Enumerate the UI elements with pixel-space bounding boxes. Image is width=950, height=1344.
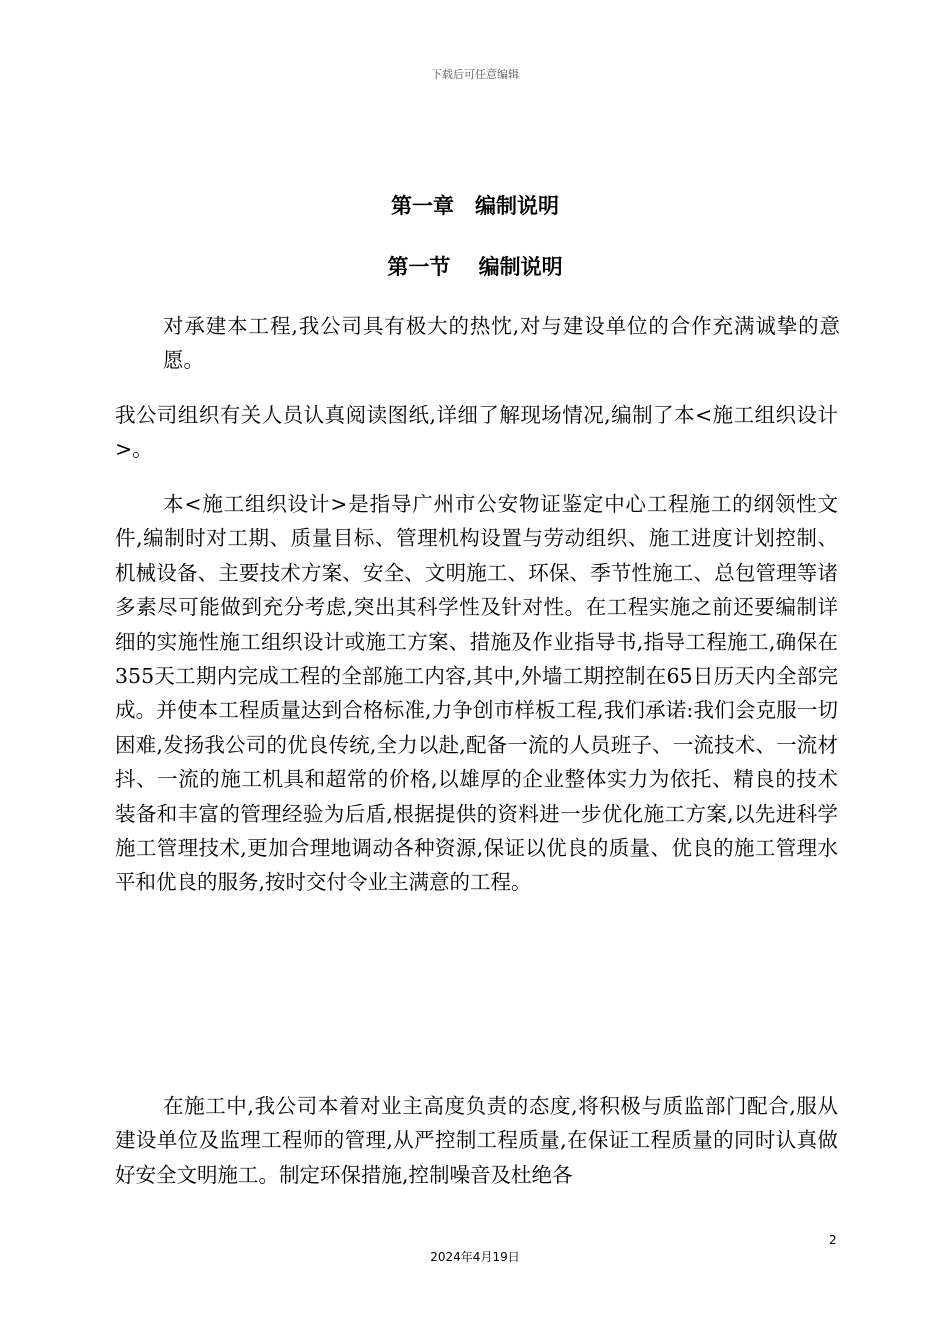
header-note: 下载后可任意编辑 xyxy=(431,68,519,81)
paragraph-3: 本<施工组织设计>是指导广州市公安物证鉴定中心工程施工的纲领性文件,编制时对工期、质量目标、管理机构设置与劳动组织、施工进度计划控制、机械设备、主要技术方案、安全、文明施工、环保、季节性施工、总包管理等诸多素尽可能做到充分考虑,突出其科学性及针对性。在工程实施之前还要编制详细的实施性施工组织设计或施工方案、措施及作业指导书,指导工程施工,确保在355天工期内完成工程的全部施工内容,其中,外墙工期控制在65日历天内全部完成。并使本工程质量达到合格标准,力争创市样板工程,我们承诺:我们会克服一切困难,发扬我公司的优良传统,全力以赴,配备一流的人员班子、一流技术、一流材抖、一流的施工机具和超常的价格,以雄厚的企业整体实力为依托、精良的技术装备和丰富的管理经验为后盾,根据提供的资料进一步优化施工方案,以先进科学施工管理技术,更加合理地调动各种资源,保证以优良的质量、优良的施工管理水平和优良的服务,按时交付令业主满意的工程。 xyxy=(115,492,838,895)
page-number: 2 xyxy=(829,1233,837,1247)
paragraph-4: 在施工中,我公司本着对业主高度负责的态度,将积极与质监部门配合,服从建设单位及监理工程师的管理,从严控制工程质量,在保证工程质量的同时认真做好安全文明施工。制定环保措施,控制噪音及杜绝各 xyxy=(115,1094,838,1187)
paragraph-1: 对承建本工程,我公司具有极大的热忱,对与建设单位的合作充满诚挚的意愿。 xyxy=(163,314,840,373)
paragraph-2: 我公司组织有关人员认真阅读图纸,详细了解现场情况,编制了本<施工组织设计>。 xyxy=(115,403,838,462)
section-title: 第一节 编制说明 xyxy=(387,255,563,279)
chapter-title: 第一章 编制说明 xyxy=(391,194,559,218)
footer-date: 2024年4月19日 xyxy=(430,1250,520,1264)
